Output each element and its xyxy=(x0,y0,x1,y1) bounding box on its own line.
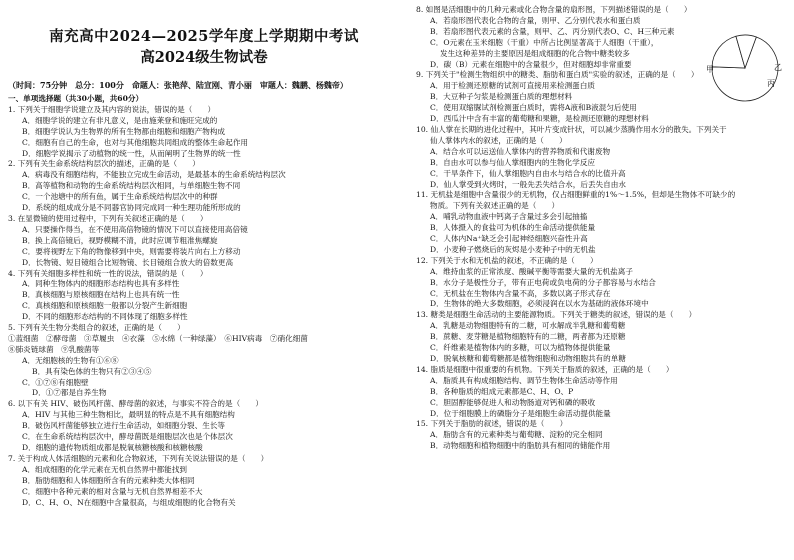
left-option-line: C．一个池塘中的所有鱼，属于生命系统结构层次中的种群 xyxy=(22,192,218,202)
right-option-line: B．蔗糖、麦芽糖是植物细胞特有的二糖，两者都为还原糖 xyxy=(430,332,626,342)
left-option-line: A．HIV 与其他三种生物相比，最明显的特点是不具有细胞结构 xyxy=(22,410,235,420)
right-option-line: B．各种脂质的组成元素都是C、H、O、P xyxy=(430,386,574,396)
right-option-line: B．动物细胞和植物细胞中的脂肪具有相同的储能作用 xyxy=(430,441,611,451)
left-option-line: D．C、H、O、N在细胞中含量很高，与组成细胞的化合物有关 xyxy=(22,497,236,507)
right-option-line: A．哺乳动物血液中钙离子含量过多会引起抽搐 xyxy=(430,212,588,222)
left-option-line: A．病毒没有细胞结构，不能独立完成生命活动，是最基本的生命系统结构层次 xyxy=(22,170,286,180)
left-option-line: A．无细胞核的生物有①⑥⑧ xyxy=(22,355,119,365)
left-option-line: D．①⑦都是自养生物 xyxy=(32,388,107,398)
left-option-line: A．细胞学说的建立有非凡意义，是由施莱登和施旺完成的 xyxy=(22,115,218,125)
left-option-line: D．细胞学说揭示了动植物的统一性，从而阐明了生物界的统一性 xyxy=(22,148,241,158)
left-option-line: D．系统的组成成分是不同器官协同完成同一种生理功能所形成的 xyxy=(22,203,241,213)
left-question-line: ①蓝细菌 ②酵母菌 ③草履虫 ④衣藻 ⑤水绵（一种绿藻） ⑥HIV病毒 ⑦硝化细菌 xyxy=(8,333,308,343)
right-option-line: A．脂质具有构成细胞结构、调节生物体生命活动等作用 xyxy=(430,375,618,385)
left-option-line: A．组成细胞的化学元素在无机自然界中都能找到 xyxy=(22,464,187,474)
left-option-line: C．真核细胞和原核细胞一般都以分裂产生新细胞 xyxy=(22,301,188,311)
left-question-list xyxy=(8,105,408,509)
left-question-line: 5. 下列有关生物分类组合的叙述，正确的是（ ） xyxy=(8,323,185,333)
exam-subtitle: 高2024级生物试卷 xyxy=(140,49,268,66)
left-option-line: B．真核细胞与原核细胞在结构上也具有统一性 xyxy=(22,290,180,300)
right-option-line: C．纤维素是植物体内的多糖，可以为植物体提供能量 xyxy=(430,343,611,353)
left-option-line: B．破伤风杆菌能够独立进行生命活动，如细胞分裂、生长等 xyxy=(22,421,226,431)
right-option-line: D．小麦种子燃烧后的灰烬是小麦种子中的无机盐 xyxy=(430,244,596,254)
right-option-line: B．自由水可以参与仙人掌细胞内的生物化学反应 xyxy=(430,157,596,167)
right-option-line: A．乳糖是动物细胞特有的二糖，可水解成半乳糖和葡萄糖 xyxy=(430,321,626,331)
pie-label-jia: 甲 xyxy=(706,65,714,74)
right-option-line: C．干旱条件下，仙人掌细胞内自由水与结合水的比值升高 xyxy=(430,168,626,178)
exam-header xyxy=(0,28,408,68)
right-option-line: 仙人掌体内水的叙述，正确的是（ ） xyxy=(430,135,567,145)
right-option-line: A．用于检测还原糖的试剂可直接用来检测蛋白质 xyxy=(430,81,595,91)
right-option-line: D．生物体的绝大多数细胞，必须浸润在以水为基础的液体环境中 xyxy=(430,299,649,309)
pie-label-bing: 丙 xyxy=(767,79,775,88)
left-option-line: C．在生命系统结构层次中，酵母菌既是细胞层次也是个体层次 xyxy=(22,432,233,442)
left-option-line: D．细胞的遗传物质组成都是脱氧核糖核酸和核糖核酸 xyxy=(22,443,203,452)
left-option-line: A．同种生物体内的细胞形态结构也具有多样性 xyxy=(22,279,180,289)
right-option-line: C．胆固醇能够促进人和动物肠道对钙和磷的吸收 xyxy=(430,397,596,407)
right-option-line: D．脱氧核糖和葡萄糖都是植物细胞和动物细胞共有的单糖 xyxy=(430,354,626,363)
right-question-line: 8. 如图是活细胞中的几种元素或化合物含量的扇形图，下列描述错误的是（ ） xyxy=(416,5,692,14)
right-option-line: C．使用双缩脲试剂检测蛋白质时，需将A液和B液混匀后使用 xyxy=(430,103,637,113)
right-question-line: 9. 下列关于"检测生物组织中的糖类、脂肪和蛋白质"实验的叙述，正确的是（ ） xyxy=(416,70,699,80)
left-option-line: C．①⑦⑧有细胞壁 xyxy=(22,377,89,387)
right-option-line: 发生这种差异的主要原因是组成细胞的化合物中糖类较多 xyxy=(440,48,630,58)
left-question-line: 7. 关于构成人体活细胞的元素和化合物叙述，下列有关说法错误的是（ ） xyxy=(8,453,269,463)
right-option-line: C．O元素在玉米细胞（干重）中所占比例显著高于人细胞（干重）， xyxy=(430,37,659,47)
right-option-line: A．维持血浆的正常浓度、酸碱平衡等需要大量的无机盐离子 xyxy=(430,266,633,276)
left-question-line: ⑧肺炎链球菌 ⑨乳酸菌等 xyxy=(8,344,100,354)
right-question-line: 13. 糖类是细胞生命活动的主要能源物质。下列关于糖类的叙述，错误的是（ ） xyxy=(416,310,697,320)
left-question-line: 1. 下列关于细胞学说建立及其内容的说法，错误的是（ ） xyxy=(8,104,216,114)
right-option-line: C．无机盐在生物体内含量不高，多数以离子形式存在 xyxy=(430,288,611,298)
left-option-line: B．细胞学说认为生物界的所有生物都由细胞和细胞产物构成 xyxy=(22,126,226,136)
left-question-line: 3. 在显微镜的使用过程中，下列有关叙述正确的是（ ） xyxy=(8,213,208,223)
right-question-line: 10. 仙人掌在长期的进化过程中，其叶片变成针状，可以减少蒸腾作用水分的散失。下列关于 xyxy=(416,124,727,134)
right-option-line: D．位于细胞膜上的磷脂分子是细胞生命活动提供能量 xyxy=(430,408,611,418)
right-option-line: D．碳（B）元素在细胞中的含量很少，但对细胞却非常重要 xyxy=(430,59,632,69)
right-question-line: 12. 下列关于水和无机盐的叙述，不正确的是（ ） xyxy=(416,255,598,265)
left-option-line: D．长物镜、短目镜组合比短物镜、长目镜组合放大的倍数更高 xyxy=(22,257,234,267)
right-option-line: B．人体摄入的食盐可为机体的生命活动提供能量 xyxy=(430,223,596,233)
left-option-line: B．换上高倍镜后，视野模糊不清，此时应调节粗准焦螺旋 xyxy=(22,235,218,245)
right-option-line: B．若扇形图代表元素的含量，则甲、乙、丙分别代表O、C、H三种元素 xyxy=(430,26,675,36)
right-option-line: B．水分子是极性分子，带有正电荷或负电荷的分子都容易与水结合 xyxy=(430,277,656,287)
left-option-line: A．只要操作得当，在不使用高倍物镜的情况下可以直接使用高倍镜 xyxy=(22,224,248,234)
left-column xyxy=(8,94,408,508)
pie-label-yi: 乙 xyxy=(774,63,782,72)
element-pie-chart xyxy=(702,28,788,106)
section-heading: 一、单项选择题（共30小题，共60分） xyxy=(8,94,144,103)
exam-meta: （时间：75分钟 总分：100分 命题人：张艳萍、陆宣刚、青小丽 审题人：魏鹏、杨魏帝） xyxy=(8,80,348,90)
left-option-line: C．细胞中各种元素的相对含量与无机自然界相差不大 xyxy=(22,486,203,496)
left-option-line: B．高等植物和动物的生命系统结构层次相同，与单细胞生物不同 xyxy=(22,181,241,191)
right-option-line: A．若扇形图代表化合物的含量，则甲、乙分别代表水和蛋白质 xyxy=(430,15,641,25)
left-question-line: 4. 下列有关细胞多样性和统一性的说法，错误的是（ ） xyxy=(8,268,208,278)
left-option-line: B．具有染色体的生物只有②③④⑤ xyxy=(32,366,152,376)
right-question-line: 15. 下列关于脂肪的叙述，错误的是（ ） xyxy=(416,419,568,429)
right-option-line: C．人体内Na⁺缺乏会引起神经细胞兴奋性升高 xyxy=(430,234,588,244)
left-option-line: C．要将视野左下角的物像移到中央，则需要将装片向右上方移动 xyxy=(22,246,241,256)
right-option-line: D．仙人掌受到火烤时，一般先丢失结合水，后丢失自由水 xyxy=(430,179,626,189)
left-option-line: C．细胞有自己的生命，也对与其他细胞共同组成的整体生命起作用 xyxy=(22,137,249,147)
left-option-line: D．不同的细胞形态结构的不同体现了细胞多样性 xyxy=(22,312,188,322)
left-option-line: B．脂肪细胞和人体细胞所含有的元素种类大体相同 xyxy=(22,475,195,485)
right-question-line: 11. 无机盐是细胞中含量很少的无机物，仅占细胞鲜重的1%～1.5%，但却是生物体不可缺少的 xyxy=(416,190,736,200)
left-question-line: 6. 以下有关 HIV、破伤风杆菌、酵母菌的叙述，与事实不符合的是（ ） xyxy=(8,399,263,409)
right-option-line: A．脂肪含有的元素种类与葡萄糖、淀粉的完全相同 xyxy=(430,430,603,440)
pie-slices xyxy=(712,35,778,101)
right-option-line: D．西瓜汁中含有丰富的葡萄糖和果糖，是检测还原糖的理想材料 xyxy=(430,114,649,124)
exam-title: 南充高中2024—2025学年度上学期期中考试 xyxy=(49,28,359,45)
right-option-line: A．结合水可以运送仙人掌体内的营养物质和代谢废物 xyxy=(430,146,611,156)
right-question-line: 14. 脂质是细胞中很重要的有机物。下列关于脂质的叙述，正确的是（ ） xyxy=(416,364,674,374)
right-option-line: B．大豆种子匀浆是检测蛋白质的理想材料 xyxy=(430,92,573,102)
left-question-line: 2. 下列有关生命系统结构层次的描述，正确的是（ ） xyxy=(8,159,200,169)
right-option-line: 物质。下列有关叙述正确的是（ ） xyxy=(430,201,560,211)
